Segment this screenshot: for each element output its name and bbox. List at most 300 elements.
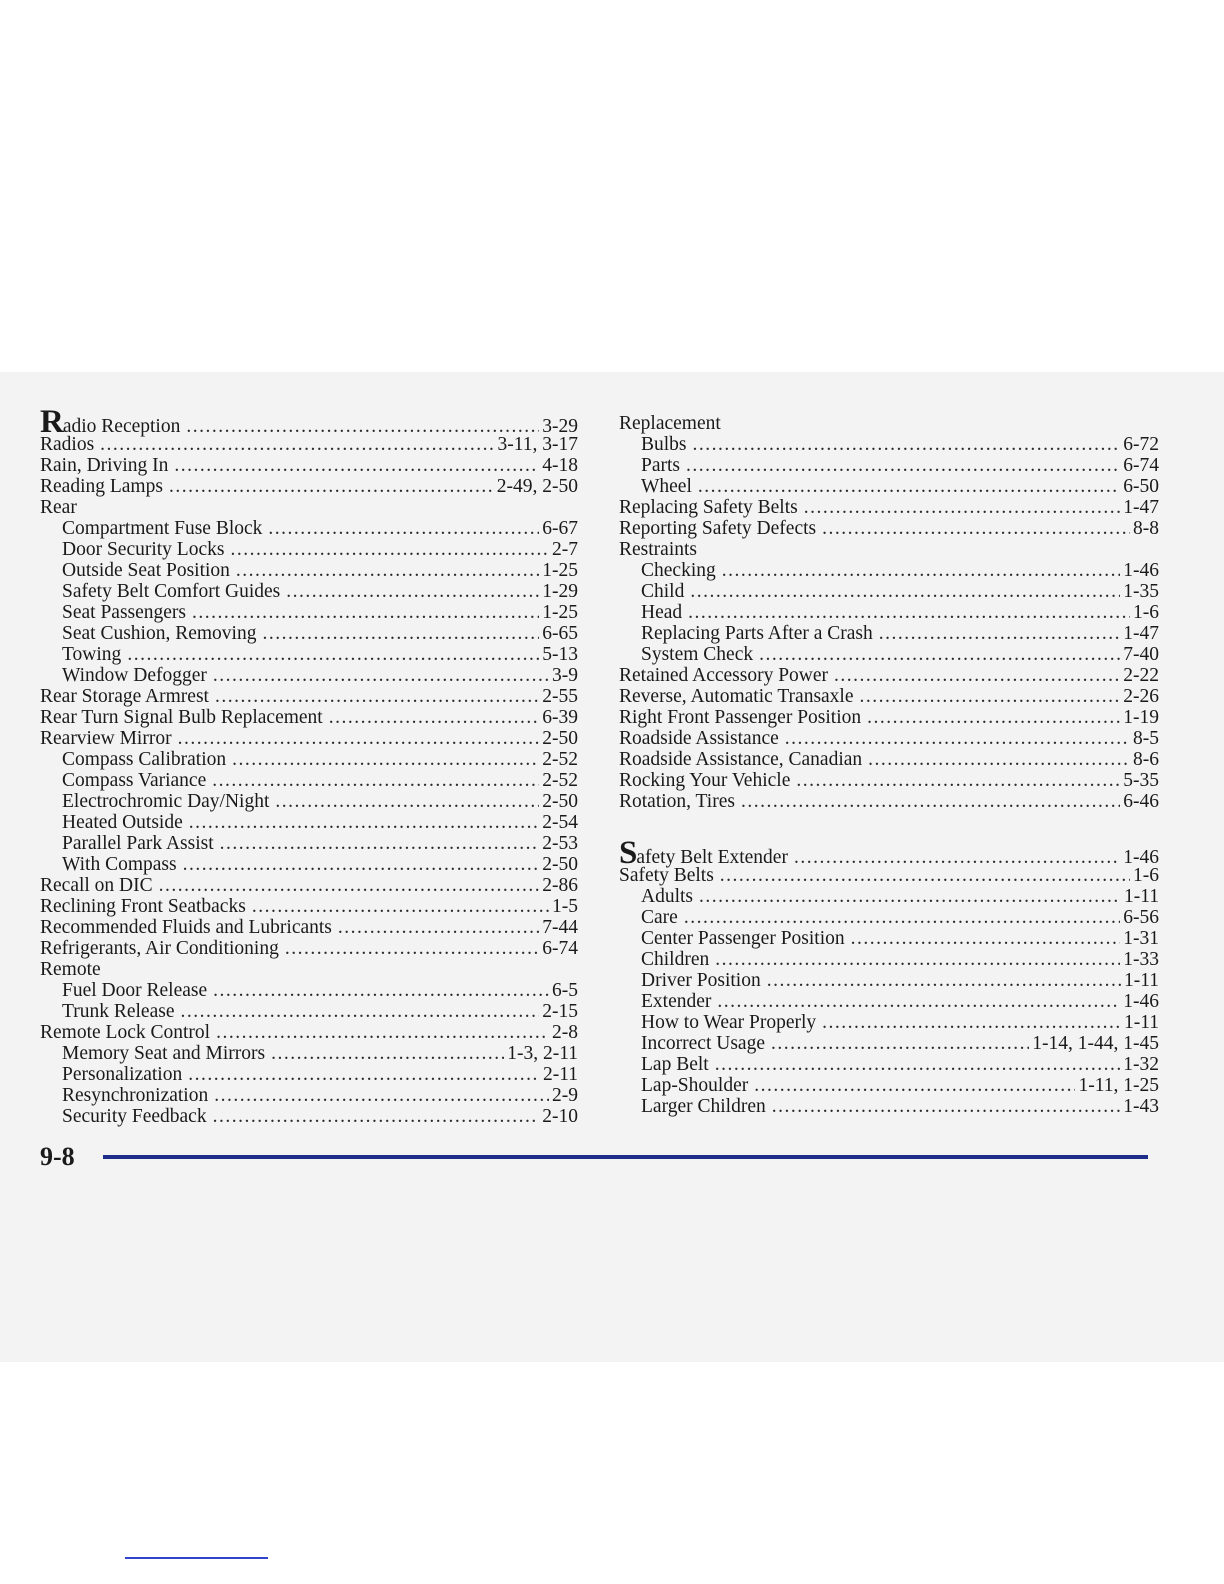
dot-leader (767, 970, 1121, 991)
index-subentry (40, 1064, 578, 1085)
entry-label (62, 581, 280, 602)
dot-leader (215, 686, 539, 707)
index-subentry (40, 812, 578, 833)
entry-text: Rearview Mirror (40, 728, 172, 749)
index-subentry (619, 581, 1159, 602)
index-subentry (619, 949, 1159, 970)
entry-label (619, 686, 854, 707)
entry-text: Wheel (641, 476, 692, 497)
index-subentry (40, 854, 578, 875)
dot-leader (216, 1022, 549, 1043)
entry-label (619, 865, 714, 886)
dot-leader (715, 1054, 1121, 1075)
dot-leader (213, 1106, 540, 1127)
entry-page-ref: 2-22 (1123, 665, 1159, 686)
index-subentry (619, 907, 1159, 928)
entry-page-ref: 2-8 (552, 1022, 578, 1043)
entry-text: Seat Passengers (62, 602, 187, 623)
index-entry (619, 518, 1159, 539)
dot-leader (213, 665, 549, 686)
index-entry (619, 835, 1159, 871)
entry-label (641, 991, 711, 1012)
index-entry (40, 476, 578, 497)
entry-text: Rear Turn Signal Bulb Replacement (40, 707, 323, 728)
entry-label (641, 434, 687, 455)
entry-page-ref: 1-25 (542, 602, 578, 623)
index-subentry (40, 1001, 578, 1022)
entry-page-ref: 1-46 (1123, 560, 1159, 581)
index-entry (40, 497, 578, 518)
index-entry (619, 539, 1159, 560)
entry-page-ref: 1-47 (1123, 623, 1159, 644)
entry-label (40, 1022, 210, 1043)
dot-leader (860, 686, 1121, 707)
dot-leader (262, 623, 539, 644)
dot-leader (286, 581, 539, 602)
entry-text: Door Security Locks (62, 539, 225, 560)
entry-page-ref: 3-29 (542, 416, 578, 437)
entry-text: Right Front Passenger Position (619, 707, 862, 728)
entry-page-ref: 1-14, 1-44, 1-45 (1032, 1033, 1159, 1054)
entry-label (641, 1012, 816, 1033)
entry-text: Outside Seat Position (62, 560, 230, 581)
index-entry (619, 865, 1159, 886)
entry-page-ref: 2-52 (542, 749, 578, 770)
entry-label (62, 518, 262, 539)
index-subentry (619, 455, 1159, 476)
entry-text: Towing (62, 644, 122, 665)
dot-leader (698, 476, 1120, 497)
entry-page-ref: 5-13 (542, 644, 578, 665)
entry-page-ref: 2-86 (542, 875, 578, 896)
entry-text: Replacing Safety Belts (619, 497, 798, 518)
entry-page-ref: 6-5 (552, 980, 578, 1001)
entry-label (641, 1033, 765, 1054)
entry-page-ref: 6-67 (542, 518, 578, 539)
entry-label (62, 770, 206, 791)
divider-line (125, 1557, 268, 1559)
entry-label (62, 1085, 208, 1106)
entry-label (641, 644, 753, 665)
entry-page-ref: 5-35 (1123, 770, 1159, 791)
entry-text: Resynchronization (62, 1085, 209, 1106)
entry-page-ref: 2-26 (1123, 686, 1159, 707)
entry-label (641, 886, 693, 907)
dot-leader (785, 728, 1130, 749)
index-entry (619, 770, 1159, 791)
dot-leader (230, 539, 549, 560)
dot-leader (268, 518, 539, 539)
entry-label (619, 413, 721, 434)
entry-label (619, 791, 735, 812)
entry-page-ref: 1-25 (542, 560, 578, 581)
entry-text: afety Belt Extender (636, 847, 788, 868)
index-subentry (619, 1096, 1159, 1117)
entry-label (619, 728, 779, 749)
dot-leader (189, 812, 539, 833)
dot-leader (715, 949, 1120, 970)
index-subentry (619, 991, 1159, 1012)
entry-text: Memory Seat and Mirrors (62, 1043, 266, 1064)
entry-text: Radios (40, 434, 95, 455)
section-initial: S (619, 835, 637, 871)
dot-leader (188, 1064, 540, 1085)
entry-label (619, 518, 816, 539)
entry-label (641, 1096, 766, 1117)
dot-leader (717, 991, 1120, 1012)
entry-page-ref: 1-3, 2-11 (507, 1043, 578, 1064)
dot-leader (174, 455, 539, 476)
entry-text: Parts (641, 455, 680, 476)
entry-page-ref: 4-18 (542, 455, 578, 476)
dot-leader (236, 560, 539, 581)
entry-text: Heated Outside (62, 812, 183, 833)
dot-leader (804, 497, 1121, 518)
dot-leader (169, 476, 494, 497)
entry-text: Extender (641, 991, 712, 1012)
entry-label (641, 907, 678, 928)
entry-text: Bulbs (641, 434, 687, 455)
entry-label (62, 812, 183, 833)
index-column-right (619, 413, 1159, 1117)
dot-leader (213, 980, 549, 1001)
entry-page-ref: 8-8 (1133, 518, 1159, 539)
index-entry (40, 917, 578, 938)
entry-label (62, 1043, 265, 1064)
dot-leader (759, 644, 1120, 665)
entry-page-ref: 1-6 (1133, 602, 1159, 623)
entry-text: Compass Variance (62, 770, 207, 791)
index-subentry (40, 1085, 578, 1106)
dot-leader (252, 896, 549, 917)
entry-page-ref: 7-44 (542, 917, 578, 938)
dot-leader (183, 854, 540, 875)
entry-label (62, 539, 224, 560)
entry-label (62, 749, 226, 770)
entry-text: Remote (40, 959, 101, 980)
entry-label (40, 476, 163, 497)
entry-text: Electrochromic Day/Night (62, 791, 270, 812)
entry-text: Compass Calibration (62, 749, 227, 770)
index-entry (619, 749, 1159, 770)
entry-label (40, 917, 332, 938)
entry-page-ref: 1-19 (1123, 707, 1159, 728)
dot-leader (720, 865, 1130, 886)
entry-page-ref: 7-40 (1123, 644, 1159, 665)
index-subentry (40, 770, 578, 791)
dot-leader (851, 928, 1121, 949)
index-entry (619, 791, 1159, 812)
index-subentry (40, 833, 578, 854)
entry-page-ref: 1-11 (1123, 970, 1159, 991)
dot-leader (867, 707, 1120, 728)
entry-label (62, 980, 207, 1001)
entry-label (619, 539, 697, 560)
dot-leader (741, 791, 1120, 812)
index-subentry (619, 1012, 1159, 1033)
entry-text: Roadside Assistance, Canadian (619, 749, 863, 770)
dot-leader (771, 1033, 1029, 1054)
entry-text: How to Wear Properly (641, 1012, 817, 1033)
index-entry (40, 455, 578, 476)
index-subentry (619, 928, 1159, 949)
index-subentry (40, 791, 578, 812)
entry-page-ref: 2-10 (542, 1106, 578, 1127)
dot-leader (232, 749, 539, 770)
dot-leader (329, 707, 540, 728)
entry-text: Reclining Front Seatbacks (40, 896, 246, 917)
dot-leader (127, 644, 539, 665)
dot-leader (180, 1001, 539, 1022)
entry-text: Restraints (619, 539, 697, 560)
entry-text: Center Passenger Position (641, 928, 845, 949)
entry-page-ref: 1-29 (542, 581, 578, 602)
dot-leader (684, 907, 1120, 928)
entry-label (62, 1001, 174, 1022)
entry-page-ref: 1-6 (1133, 865, 1159, 886)
index-subentry (619, 1075, 1159, 1096)
entry-page-ref: 3-11, 3-17 (497, 434, 578, 455)
index-entry (40, 707, 578, 728)
entry-label (62, 623, 256, 644)
entry-page-ref: 6-65 (542, 623, 578, 644)
entry-page-ref: 1-32 (1123, 1054, 1159, 1075)
dot-leader (754, 1075, 1075, 1096)
entry-label (641, 476, 692, 497)
section-initial: R (40, 404, 63, 440)
entry-text: Head (641, 602, 683, 623)
entry-page-ref: 2-9 (552, 1085, 578, 1106)
index-subentry (619, 434, 1159, 455)
entry-page-ref: 1-47 (1123, 497, 1159, 518)
entry-label (40, 497, 77, 518)
entry-text: Rocking Your Vehicle (619, 770, 791, 791)
entry-page-ref: 1-46 (1123, 847, 1159, 868)
index-subentry (619, 886, 1159, 907)
entry-page-ref: 2-7 (552, 539, 578, 560)
entry-page-ref: 1-35 (1123, 581, 1159, 602)
entry-page-ref: 2-55 (542, 686, 578, 707)
dot-leader (693, 434, 1121, 455)
entry-text: Remote Lock Control (40, 1022, 211, 1043)
dot-leader (822, 1012, 1121, 1033)
entry-text: Personalization (62, 1064, 183, 1085)
index-entry (619, 497, 1159, 518)
footer-rule (103, 1155, 1148, 1159)
entry-label (62, 602, 186, 623)
dot-leader (722, 560, 1121, 581)
entry-page-ref: 1-46 (1123, 991, 1159, 1012)
entry-page-ref: 6-39 (542, 707, 578, 728)
entry-text: Rotation, Tires (619, 791, 735, 812)
index-entry (619, 413, 1159, 434)
entry-label (40, 875, 153, 896)
index-entry (40, 1022, 578, 1043)
entry-text: Rain, Driving In (40, 455, 169, 476)
dot-leader (834, 665, 1120, 686)
dot-leader (100, 434, 494, 455)
entry-label (40, 959, 101, 980)
entry-text: Replacement (619, 413, 721, 434)
entry-text: Driver Position (641, 970, 761, 991)
dot-leader (285, 938, 539, 959)
dot-leader (699, 886, 1121, 907)
entry-text: Seat Cushion, Removing (62, 623, 257, 644)
index-subentry (40, 980, 578, 1001)
entry-page-ref: 2-50 (542, 854, 578, 875)
entry-text: Checking (641, 560, 716, 581)
entry-page-ref: 6-72 (1123, 434, 1159, 455)
entry-text: Retained Accessory Power (619, 665, 829, 686)
index-subentry (40, 749, 578, 770)
index-entry (40, 938, 578, 959)
index-entry (40, 404, 578, 440)
index-entry (40, 686, 578, 707)
entry-label (641, 928, 845, 949)
entry-label (619, 749, 862, 770)
entry-label (619, 497, 798, 518)
index-subentry (40, 602, 578, 623)
entry-label (62, 1064, 182, 1085)
dot-leader (275, 791, 539, 812)
index-entry (619, 707, 1159, 728)
entry-text: Recommended Fluids and Lubricants (40, 917, 332, 938)
entry-label (62, 854, 177, 875)
entry-text: Trunk Release (62, 1001, 175, 1022)
entry-label (40, 896, 246, 917)
entry-text: Parallel Park Assist (62, 833, 214, 854)
entry-label (641, 602, 682, 623)
entry-page-ref: 2-52 (542, 770, 578, 791)
entry-text: Lap-Shoulder (641, 1075, 749, 1096)
entry-text: Adults (641, 886, 694, 907)
entry-label (62, 1106, 207, 1127)
entry-text: Rear Storage Armrest (40, 686, 209, 707)
dot-leader (879, 623, 1120, 644)
index-subentry (619, 1054, 1159, 1075)
entry-text: Lap Belt (641, 1054, 709, 1075)
entry-page-ref: 1-43 (1123, 1096, 1159, 1117)
entry-label (641, 560, 716, 581)
dot-leader (796, 770, 1120, 791)
entry-label (641, 1054, 709, 1075)
entry-text: Rear (40, 497, 77, 518)
entry-page-ref: 2-15 (542, 1001, 578, 1022)
entry-text: Fuel Door Release (62, 980, 208, 1001)
entry-page-ref: 6-74 (1123, 455, 1159, 476)
entry-page-ref: 2-50 (542, 791, 578, 812)
entry-text: Roadside Assistance (619, 728, 779, 749)
entry-text: Reporting Safety Defects (619, 518, 817, 539)
dot-leader (220, 833, 540, 854)
entry-text: Compartment Fuse Block (62, 518, 263, 539)
entry-page-ref: 1-33 (1123, 949, 1159, 970)
entry-text: Safety Belts (619, 865, 714, 886)
entry-text: Children (641, 949, 710, 970)
entry-label (40, 728, 172, 749)
dot-leader (214, 1085, 549, 1106)
entry-label (641, 1075, 748, 1096)
index-subentry (40, 581, 578, 602)
index-subentry (40, 539, 578, 560)
entry-page-ref: 2-53 (542, 833, 578, 854)
entry-label (62, 665, 207, 686)
entry-text: Safety Belt Comfort Guides (62, 581, 281, 602)
index-subentry (40, 1043, 578, 1064)
entry-label (62, 644, 121, 665)
dot-leader (159, 875, 540, 896)
entry-page-ref: 8-5 (1133, 728, 1159, 749)
entry-label (619, 707, 861, 728)
entry-text: Reading Lamps (40, 476, 163, 497)
entry-page-ref: 2-11 (542, 1064, 578, 1085)
index-subentry (619, 970, 1159, 991)
index-entry (40, 434, 578, 455)
index-column-left (40, 404, 578, 1127)
index-entry (40, 959, 578, 980)
entry-label (641, 581, 684, 602)
entry-page-ref: 3-9 (552, 665, 578, 686)
index-entry (40, 875, 578, 896)
dot-leader (822, 518, 1130, 539)
index-subentry (40, 560, 578, 581)
entry-label (40, 686, 209, 707)
entry-page-ref: 1-5 (552, 896, 578, 917)
entry-text: Child (641, 581, 685, 602)
entry-label (62, 560, 230, 581)
entry-page-ref: 8-6 (1133, 749, 1159, 770)
entry-label (62, 833, 214, 854)
entry-label (40, 938, 279, 959)
entry-page-ref: 6-56 (1123, 907, 1159, 928)
index-subentry (619, 476, 1159, 497)
entry-text: Care (641, 907, 678, 928)
entry-text: Larger Children (641, 1096, 766, 1117)
entry-page-ref: 6-50 (1123, 476, 1159, 497)
entry-page-ref: 1-11, 1-25 (1078, 1075, 1159, 1096)
index-subentry (619, 644, 1159, 665)
entry-label (641, 949, 709, 970)
entry-label (641, 970, 761, 991)
entry-page-ref: 6-46 (1123, 791, 1159, 812)
entry-text: Window Defogger (62, 665, 207, 686)
entry-text: Security Feedback (62, 1106, 207, 1127)
entry-label (619, 665, 828, 686)
entry-label (641, 623, 873, 644)
index-entry (619, 665, 1159, 686)
dot-leader (772, 1096, 1121, 1117)
index-subentry (40, 665, 578, 686)
dot-leader (271, 1043, 504, 1064)
entry-page-ref: 1-11 (1123, 1012, 1159, 1033)
entry-text: System Check (641, 644, 754, 665)
dot-leader (868, 749, 1130, 770)
index-entry (40, 728, 578, 749)
entry-text: adio Reception (62, 416, 181, 437)
index-subentry (40, 1106, 578, 1127)
page-number: 9-8 (40, 1142, 75, 1171)
entry-page-ref: 2-50 (542, 728, 578, 749)
dot-leader (686, 455, 1120, 476)
entry-page-ref: 6-74 (542, 938, 578, 959)
index-entry (619, 686, 1159, 707)
entry-page-ref: 2-49, 2-50 (496, 476, 578, 497)
entry-label (40, 707, 323, 728)
entry-label (62, 791, 269, 812)
entry-text: Incorrect Usage (641, 1033, 765, 1054)
dot-leader (338, 917, 539, 938)
entry-page-ref: 1-11 (1123, 886, 1159, 907)
